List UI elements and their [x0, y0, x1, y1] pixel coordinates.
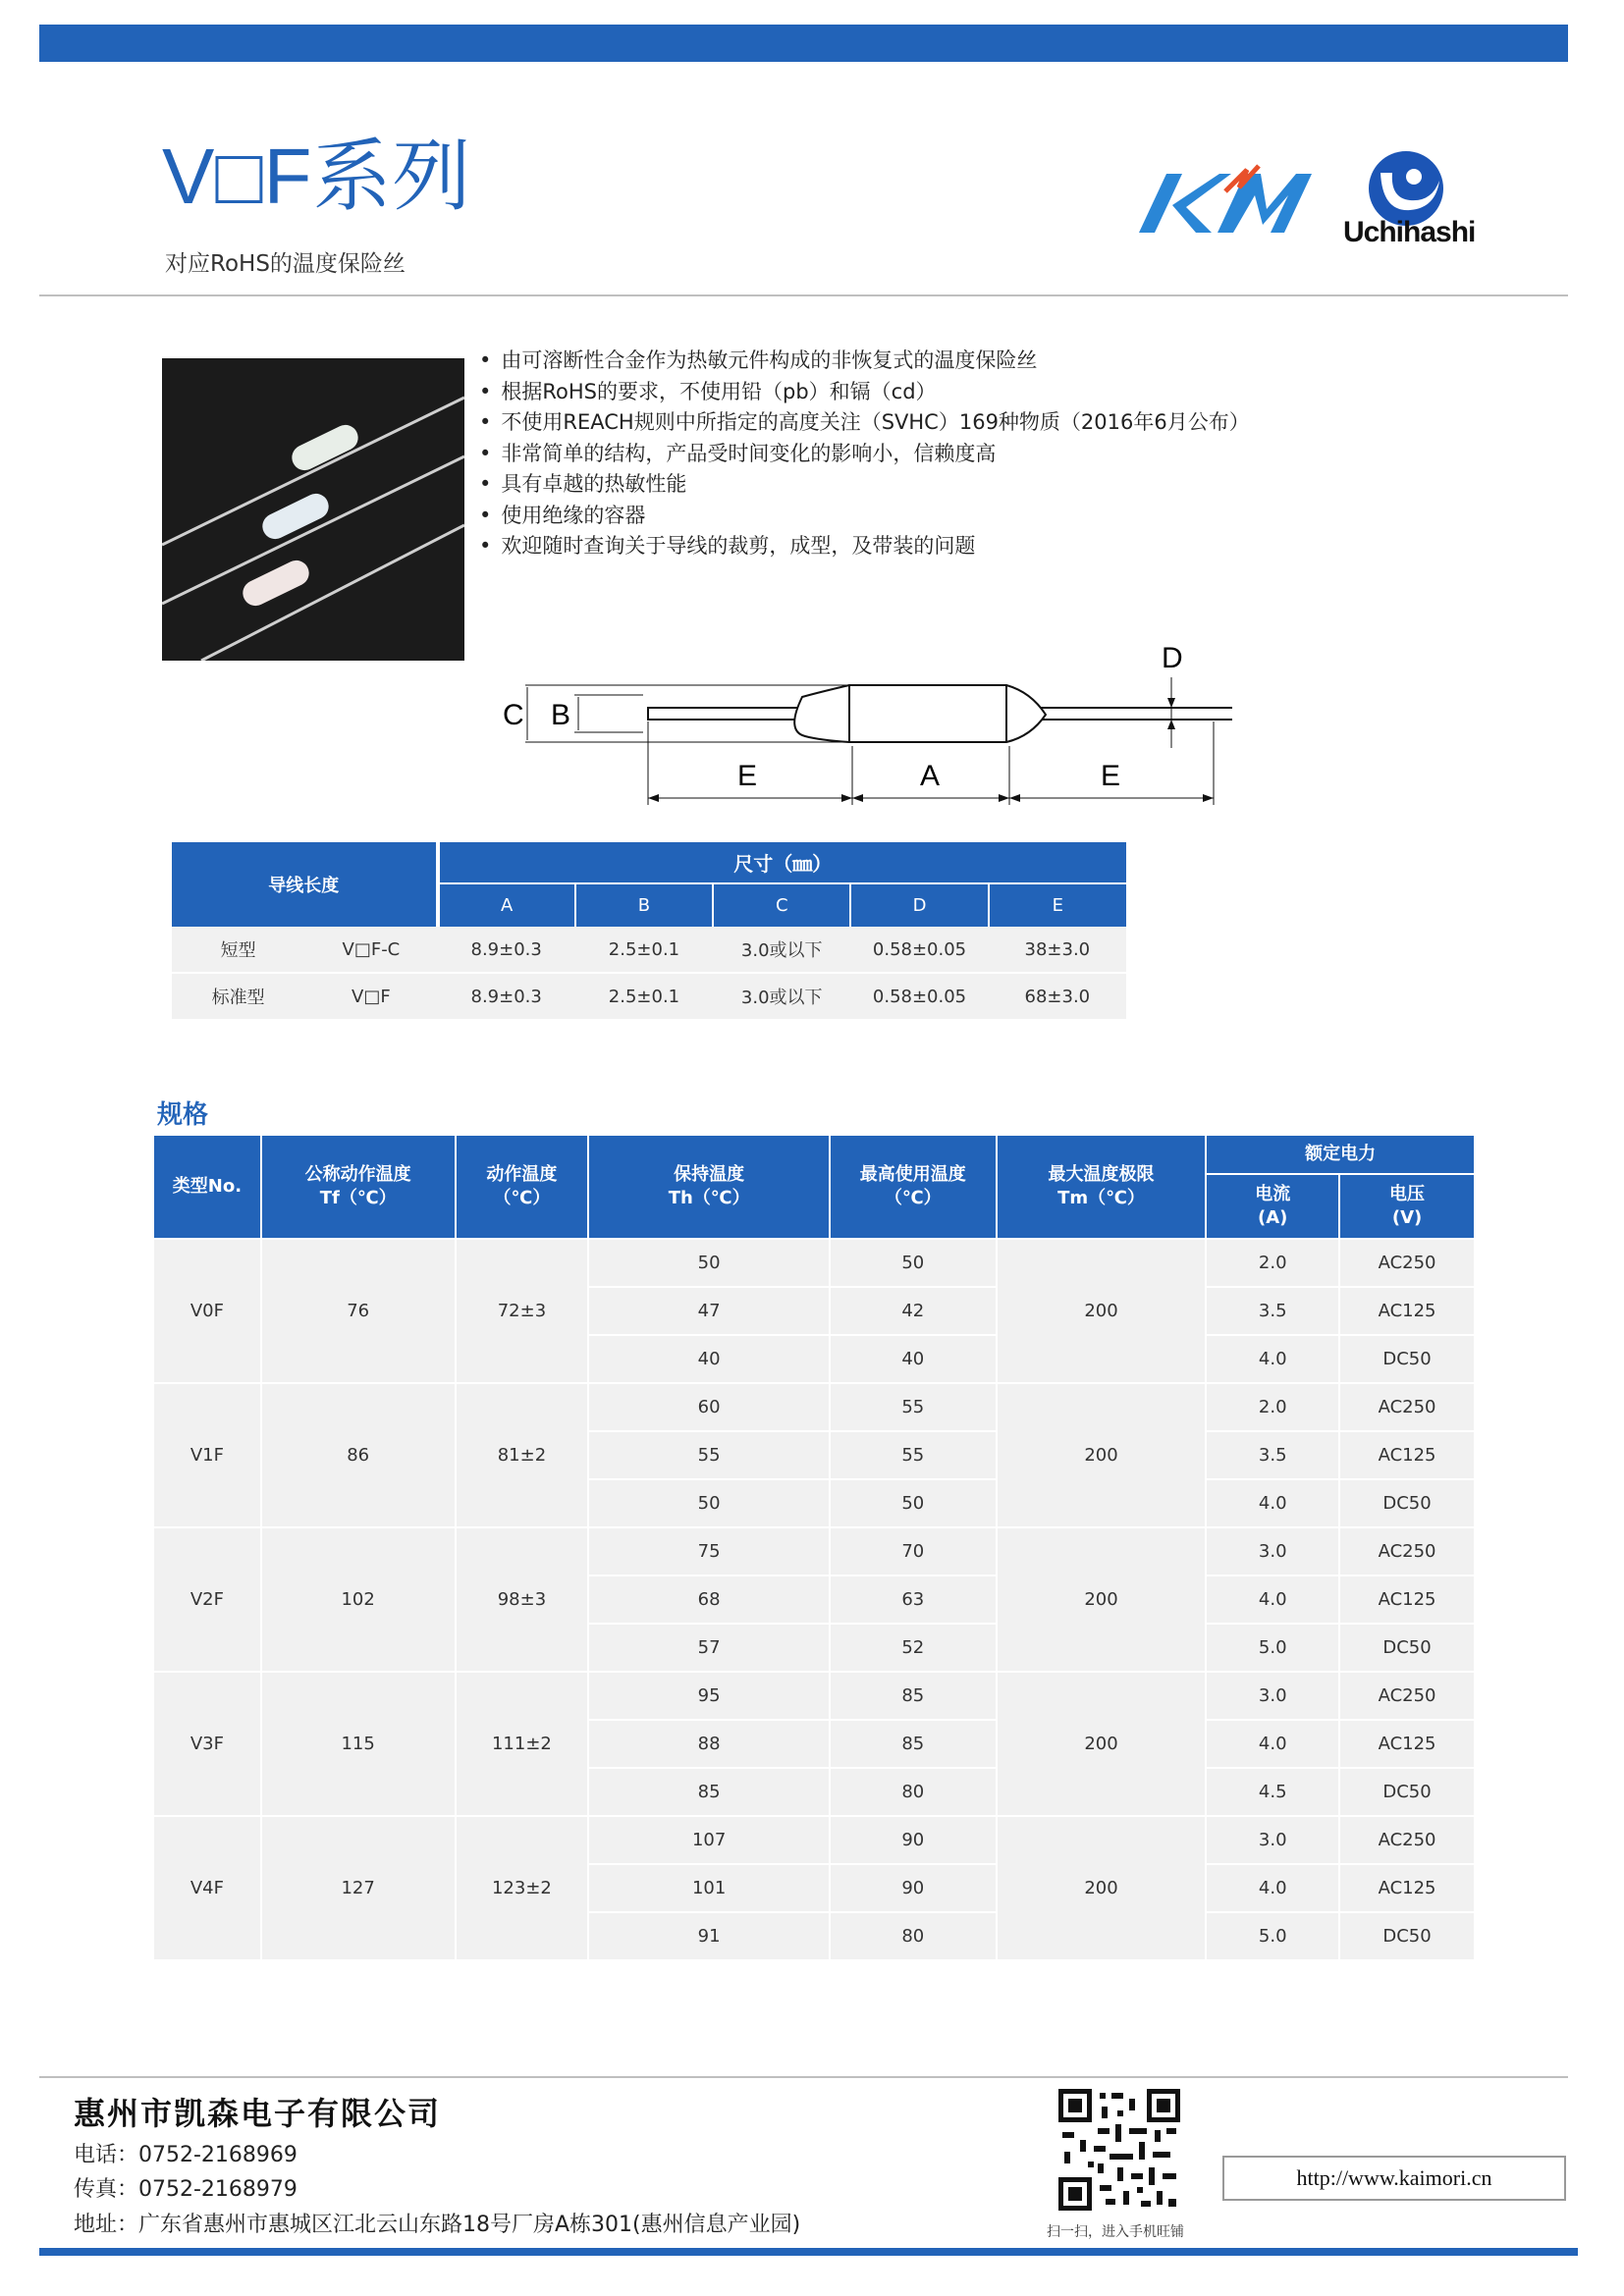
table-row [153, 1672, 1475, 1720]
cell-type: V0F [153, 1239, 261, 1383]
cell-voltage: AC250 [1339, 1672, 1475, 1720]
col-tf: 公称动作温度 Tf（℃） [261, 1135, 456, 1239]
feature-item: • 不使用REACH规则中所指定的高度关注（SVHC）169种物质（2016年6月公布） [479, 407, 1250, 439]
top-accent-bar [39, 25, 1568, 62]
dim-col-c: C [713, 883, 850, 927]
cell-current: 4.5 [1206, 1768, 1339, 1816]
qr-code-icon [1058, 2089, 1180, 2211]
size-header: 尺寸（㎜） [438, 842, 1126, 883]
cell-voltage: DC50 [1339, 1479, 1475, 1527]
website-link[interactable]: http://www.kaimori.cn [1222, 2156, 1566, 2201]
cell-tm: 200 [997, 1527, 1207, 1672]
cell-max: 50 [830, 1239, 997, 1287]
cell-voltage: AC250 [1339, 1383, 1475, 1431]
cell-current: 3.5 [1206, 1431, 1339, 1479]
feature-list [479, 346, 1250, 562]
dim-model: V□F [304, 973, 437, 1020]
cell-th: 91 [588, 1912, 830, 1960]
cell-tf: 86 [261, 1383, 456, 1527]
cell-max: 50 [830, 1479, 997, 1527]
cell-th: 60 [588, 1383, 830, 1431]
spec-title: 规格 [157, 1100, 209, 1130]
cell-max: 63 [830, 1575, 997, 1624]
dim-value: 38±3.0 [989, 927, 1126, 973]
cell-max: 80 [830, 1768, 997, 1816]
feature-item: • 非常简单的结构，产品受时间变化的影响小，信赖度高 [479, 439, 1250, 470]
dim-value: 8.9±0.3 [438, 927, 575, 973]
lead-length-header: 导线长度 [172, 842, 438, 927]
table-row [153, 1816, 1475, 1864]
cell-th: 85 [588, 1768, 830, 1816]
table-row [172, 973, 1126, 1020]
cell-current: 4.0 [1206, 1335, 1339, 1383]
cell-max: 85 [830, 1672, 997, 1720]
dim-value: 0.58±0.05 [850, 973, 988, 1020]
cell-th: 101 [588, 1864, 830, 1912]
cell-voltage: DC50 [1339, 1768, 1475, 1816]
cell-max: 52 [830, 1624, 997, 1672]
dim-col-e: E [989, 883, 1126, 927]
cell-th: 68 [588, 1575, 830, 1624]
cell-tm: 200 [997, 1816, 1207, 1960]
phone-text: 电话：0752-2168969 [74, 2143, 298, 2167]
cell-current: 5.0 [1206, 1912, 1339, 1960]
dimension-diagram [486, 638, 1232, 815]
dim-type: 标准型 [172, 973, 304, 1020]
cell-type: V4F [153, 1816, 261, 1960]
cell-op: 123±2 [456, 1816, 589, 1960]
cell-tf: 127 [261, 1816, 456, 1960]
label-a: A [920, 760, 941, 792]
cell-th: 50 [588, 1479, 830, 1527]
page-title: V□F系列 [162, 133, 472, 220]
page-subtitle: 对应RoHS的温度保险丝 [165, 251, 406, 277]
dim-value: 3.0或以下 [713, 973, 850, 1020]
cell-tf: 115 [261, 1672, 456, 1816]
cell-current: 4.0 [1206, 1864, 1339, 1912]
cell-max: 90 [830, 1864, 997, 1912]
label-d: D [1162, 642, 1183, 674]
feature-item: • 具有卓越的热敏性能 [479, 469, 1250, 501]
cell-voltage: AC125 [1339, 1431, 1475, 1479]
cell-th: 107 [588, 1816, 830, 1864]
cell-voltage: DC50 [1339, 1912, 1475, 1960]
cell-max: 40 [830, 1335, 997, 1383]
spec-table [152, 1134, 1476, 1961]
cell-th: 95 [588, 1672, 830, 1720]
cell-op: 72±3 [456, 1239, 589, 1383]
label-c: C [503, 699, 524, 731]
cell-op: 111±2 [456, 1672, 589, 1816]
label-e-left: E [737, 760, 758, 792]
cell-th: 40 [588, 1335, 830, 1383]
cell-tf: 76 [261, 1239, 456, 1383]
bottom-accent-bar [39, 2248, 1578, 2256]
cell-th: 75 [588, 1527, 830, 1575]
cell-current: 3.0 [1206, 1816, 1339, 1864]
feature-item: • 根据RoHS的要求，不使用铅（pb）和镉（cd） [479, 377, 1250, 408]
cell-tm: 200 [997, 1383, 1207, 1527]
cell-voltage: AC125 [1339, 1575, 1475, 1624]
table-row [153, 1383, 1475, 1431]
col-op-temp: 动作温度 （℃） [456, 1135, 589, 1239]
dim-value: 2.5±0.1 [575, 927, 713, 973]
cell-current: 2.0 [1206, 1239, 1339, 1287]
dim-col-b: B [575, 883, 713, 927]
brand-text: Uchihashi [1343, 216, 1476, 248]
cell-type: V3F [153, 1672, 261, 1816]
col-th: 保持温度 Th（℃） [588, 1135, 830, 1239]
cell-max: 55 [830, 1431, 997, 1479]
cell-voltage: AC250 [1339, 1816, 1475, 1864]
qr-caption: 扫一扫，进入手机旺铺 [1047, 2224, 1184, 2240]
cell-op: 81±2 [456, 1383, 589, 1527]
dim-model: V□F-C [304, 927, 437, 973]
cell-current: 3.0 [1206, 1527, 1339, 1575]
table-row [172, 927, 1126, 973]
product-photo [162, 358, 464, 661]
dim-col-d: D [850, 883, 988, 927]
dim-value: 2.5±0.1 [575, 973, 713, 1020]
cell-th: 57 [588, 1624, 830, 1672]
cell-current: 3.0 [1206, 1672, 1339, 1720]
label-e-right: E [1101, 760, 1121, 792]
cell-tm: 200 [997, 1239, 1207, 1383]
cell-max: 42 [830, 1287, 997, 1335]
cell-tf: 102 [261, 1527, 456, 1672]
col-type: 类型No. [153, 1135, 261, 1239]
address-text: 地址：广东省惠州市惠城区江北云山东路18号厂房A栋301(惠州信息产业园) [74, 2213, 801, 2237]
cell-current: 5.0 [1206, 1624, 1339, 1672]
cell-type: V1F [153, 1383, 261, 1527]
cell-current: 4.0 [1206, 1575, 1339, 1624]
cell-th: 55 [588, 1431, 830, 1479]
cell-current: 3.5 [1206, 1287, 1339, 1335]
feature-item: • 由可溶断性合金作为热敏元件构成的非恢复式的温度保险丝 [479, 346, 1250, 377]
col-voltage: 电压 (V) [1339, 1174, 1475, 1239]
footer-divider [39, 2076, 1568, 2078]
cell-max: 55 [830, 1383, 997, 1431]
cell-max: 80 [830, 1912, 997, 1960]
feature-item: • 使用绝缘的容器 [479, 501, 1250, 532]
col-max-use: 最高使用温度 （℃） [830, 1135, 997, 1239]
cell-current: 4.0 [1206, 1720, 1339, 1768]
header-divider [39, 294, 1568, 296]
cell-th: 88 [588, 1720, 830, 1768]
cell-tm: 200 [997, 1672, 1207, 1816]
company-name: 惠州市凯森电子有限公司 [74, 2095, 442, 2132]
table-row [153, 1527, 1475, 1575]
cell-voltage: DC50 [1339, 1335, 1475, 1383]
cell-th: 47 [588, 1287, 830, 1335]
cell-voltage: AC125 [1339, 1287, 1475, 1335]
cell-type: V2F [153, 1527, 261, 1672]
label-b: B [551, 699, 571, 731]
cell-max: 90 [830, 1816, 997, 1864]
col-tm: 最大温度极限 Tm（℃） [997, 1135, 1207, 1239]
cell-voltage: DC50 [1339, 1624, 1475, 1672]
dim-value: 0.58±0.05 [850, 927, 988, 973]
col-current: 电流 (A) [1206, 1174, 1339, 1239]
col-rated: 额定电力 [1206, 1135, 1475, 1174]
km-logo-icon [1129, 162, 1321, 240]
cell-max: 85 [830, 1720, 997, 1768]
dim-value: 68±3.0 [989, 973, 1126, 1020]
cell-voltage: AC125 [1339, 1864, 1475, 1912]
cell-voltage: AC250 [1339, 1527, 1475, 1575]
table-row [153, 1239, 1475, 1287]
dimension-table [172, 842, 1126, 1021]
dim-col-a: A [438, 883, 575, 927]
cell-voltage: AC125 [1339, 1720, 1475, 1768]
cell-max: 70 [830, 1527, 997, 1575]
cell-current: 4.0 [1206, 1479, 1339, 1527]
dim-value: 3.0或以下 [713, 927, 850, 973]
cell-th: 50 [588, 1239, 830, 1287]
cell-current: 2.0 [1206, 1383, 1339, 1431]
cell-op: 98±3 [456, 1527, 589, 1672]
cell-voltage: AC250 [1339, 1239, 1475, 1287]
feature-item: • 欢迎随时查询关于导线的裁剪，成型，及带装的问题 [479, 531, 1250, 562]
dim-value: 8.9±0.3 [438, 973, 575, 1020]
dim-type: 短型 [172, 927, 304, 973]
fax-text: 传真：0752-2168979 [74, 2177, 298, 2202]
